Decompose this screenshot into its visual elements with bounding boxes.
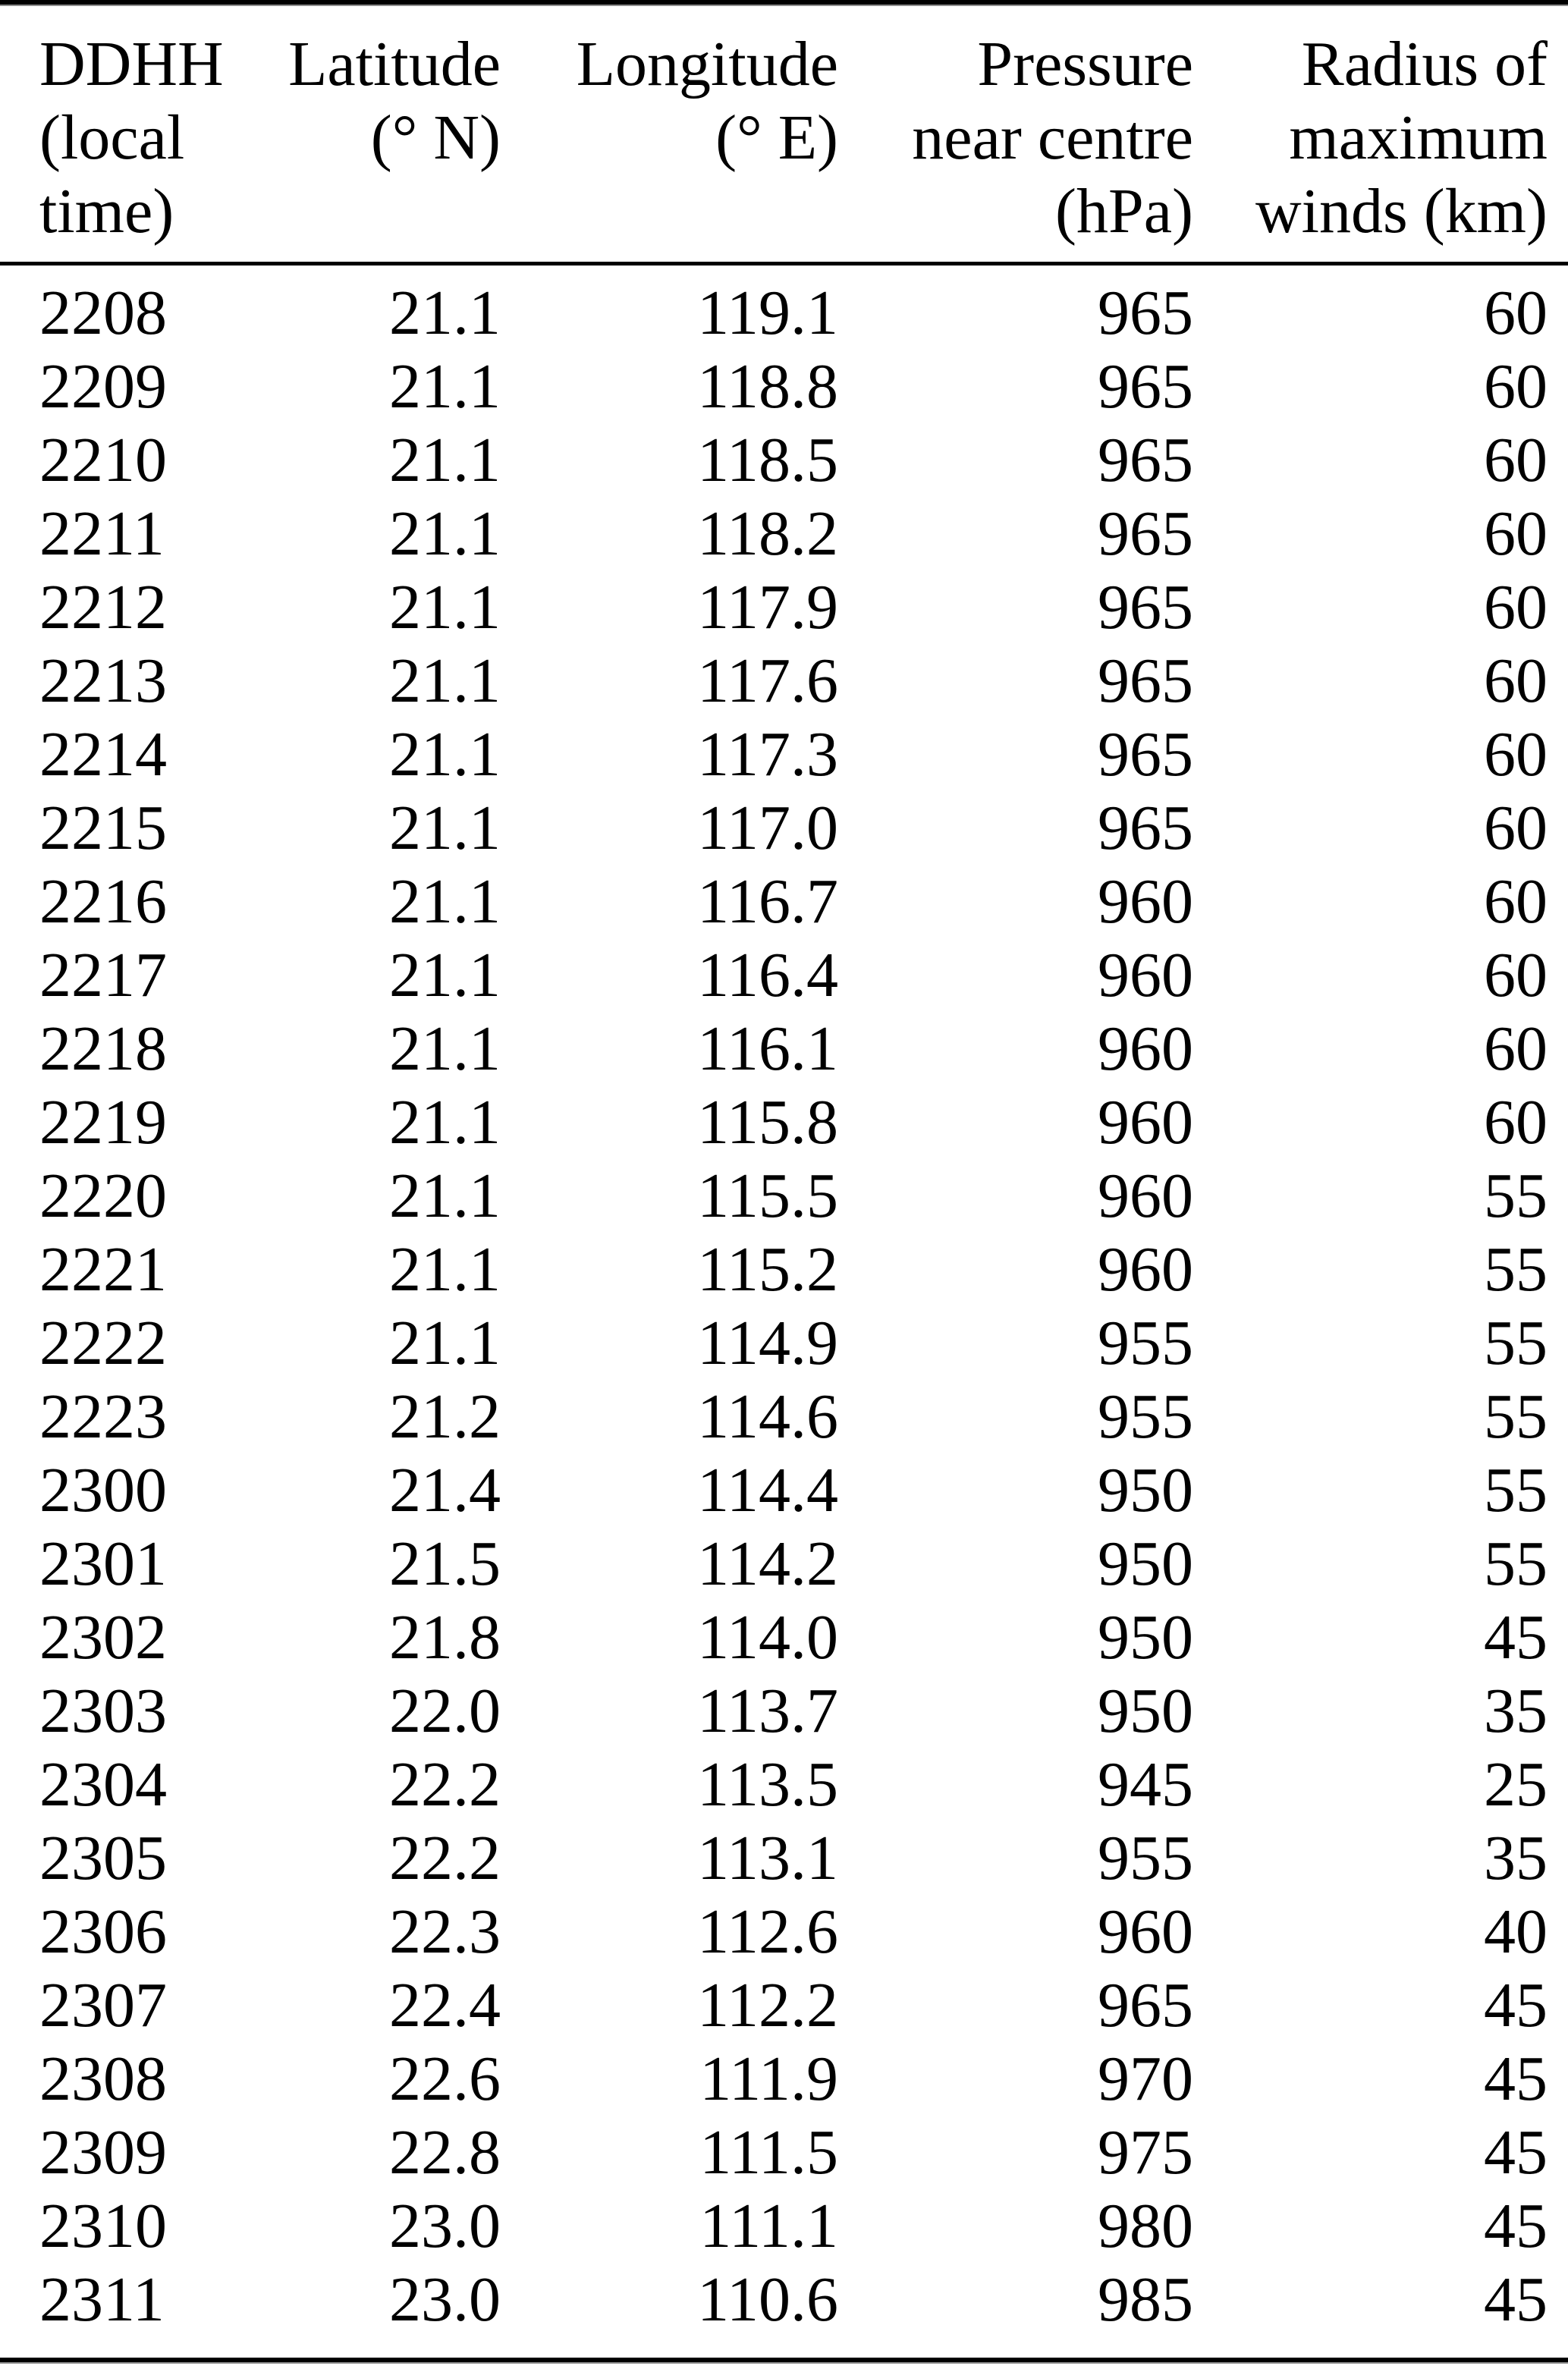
top-rule-thin-line [0,5,1568,6]
cell-pressure: 965 [1098,1970,1193,2041]
cell-ddhh: 2210 [39,425,167,495]
cell-pressure: 965 [1098,719,1193,790]
table-row [0,644,1568,718]
cell-ddhh: 2223 [39,1381,167,1452]
cell-longitude: 111.1 [699,2191,838,2261]
cell-radius: 60 [1484,719,1548,790]
header-line: Longitude [576,29,838,99]
cell-ddhh: 2311 [39,2264,165,2335]
cell-latitude: 21.1 [389,498,501,569]
cell-longitude: 116.7 [697,866,838,937]
cell-latitude: 21.1 [389,646,501,716]
table-row [0,1527,1568,1601]
cell-pressure: 955 [1098,1308,1193,1378]
cell-longitude: 117.6 [697,646,838,716]
cell-radius: 60 [1484,1087,1548,1158]
cell-pressure: 955 [1098,1381,1193,1452]
cell-latitude: 21.1 [389,1234,501,1305]
table-row [0,865,1568,938]
cell-pressure: 980 [1098,2191,1193,2261]
cell-longitude: 114.2 [697,1529,838,1599]
cell-longitude: 115.8 [697,1087,838,1158]
cell-latitude: 22.6 [389,2044,501,2114]
cell-pressure: 960 [1098,1234,1193,1305]
cell-latitude: 21.1 [389,1308,501,1378]
table-row [0,1012,1568,1086]
cell-latitude: 23.0 [389,2264,501,2335]
cell-pressure: 960 [1098,1161,1193,1231]
cell-pressure: 965 [1098,572,1193,643]
table-row [0,570,1568,644]
table-row [0,1453,1568,1527]
cell-latitude: 21.1 [389,1013,501,1084]
cell-ddhh: 2220 [39,1161,167,1231]
cell-radius: 45 [1484,2044,1548,2114]
bottom-rule-thin-line [0,2362,1568,2364]
cell-radius: 55 [1484,1308,1548,1378]
cell-longitude: 115.2 [697,1234,838,1305]
cell-latitude: 22.2 [389,1749,501,1820]
cell-pressure: 965 [1098,278,1193,348]
cell-latitude: 21.1 [389,1087,501,1158]
table-row [0,1821,1568,1895]
cell-longitude: 112.6 [697,1896,838,1967]
cell-pressure: 950 [1098,1455,1193,1525]
cell-latitude: 21.1 [389,793,501,863]
cell-longitude: 118.5 [697,425,838,495]
cell-pressure: 960 [1098,1087,1193,1158]
table-row [0,350,1568,423]
cell-radius: 45 [1484,1602,1548,1673]
cell-pressure: 950 [1098,1602,1193,1673]
cell-longitude: 117.0 [697,793,838,863]
cell-ddhh: 2209 [39,351,167,422]
table-header [0,27,1568,264]
table-row [0,1086,1568,1159]
cell-pressure: 965 [1098,425,1193,495]
header-line: winds (km) [1255,176,1548,247]
table-body [0,264,1568,2337]
cell-radius: 25 [1484,1749,1548,1820]
cell-radius: 45 [1484,1970,1548,2041]
table-row [0,1968,1568,2042]
cell-pressure: 960 [1098,1013,1193,1084]
cell-longitude: 110.6 [697,2264,838,2335]
table-row [0,1895,1568,1968]
cell-ddhh: 2306 [39,1896,167,1967]
cell-ddhh: 2213 [39,646,167,716]
cell-ddhh: 2304 [39,1749,167,1820]
cell-ddhh: 2301 [39,1529,167,1599]
cell-latitude: 22.4 [389,1970,501,2041]
table-row [0,1601,1568,1674]
cell-longitude: 118.8 [697,351,838,422]
table-row [0,2263,1568,2336]
cell-latitude: 21.5 [389,1529,501,1599]
cell-pressure: 970 [1098,2044,1193,2114]
cell-radius: 55 [1484,1161,1548,1231]
table-row [0,2116,1568,2189]
table-row [0,718,1568,791]
table-row [0,2189,1568,2263]
cyclone-best-track-table [0,27,1568,2336]
cell-longitude: 111.9 [699,2044,838,2114]
column-header-longitude [501,27,838,264]
cell-latitude: 21.1 [389,1161,501,1231]
cell-ddhh: 2305 [39,1823,167,1893]
header-line: Latitude [288,29,501,99]
cell-radius: 60 [1484,572,1548,643]
header-line: time) [39,176,174,247]
cell-latitude: 23.0 [389,2191,501,2261]
cell-radius: 55 [1484,1529,1548,1599]
cell-longitude: 114.4 [697,1455,838,1525]
cell-radius: 35 [1484,1823,1548,1893]
cell-ddhh: 2221 [39,1234,167,1305]
cell-radius: 55 [1484,1234,1548,1305]
cell-radius: 60 [1484,793,1548,863]
column-header-pressure [838,27,1193,264]
header-line: maximum [1289,102,1548,173]
table-row [0,1748,1568,1821]
cell-ddhh: 2214 [39,719,167,790]
cell-longitude: 117.3 [697,719,838,790]
cell-ddhh: 2303 [39,1676,167,1746]
cell-ddhh: 2217 [39,940,167,1010]
cell-latitude: 21.4 [389,1455,501,1525]
cell-latitude: 22.8 [389,2117,501,2188]
cell-longitude: 112.2 [697,1970,838,2041]
cell-longitude: 114.6 [697,1381,838,1452]
cell-pressure: 950 [1098,1529,1193,1599]
column-header-radius [1193,27,1568,264]
cell-pressure: 965 [1098,793,1193,863]
header-line: (local [39,102,185,173]
table-row [0,791,1568,865]
cell-longitude: 113.5 [697,1749,838,1820]
column-header-ddhh [0,27,252,264]
cell-longitude: 118.2 [697,498,838,569]
cell-radius: 60 [1484,1013,1548,1084]
cell-ddhh: 2219 [39,1087,167,1158]
cell-radius: 60 [1484,278,1548,348]
header-line: (° E) [715,102,838,173]
cell-radius: 45 [1484,2117,1548,2188]
cell-radius: 60 [1484,351,1548,422]
cell-latitude: 21.1 [389,351,501,422]
cell-ddhh: 2310 [39,2191,167,2261]
cell-ddhh: 2218 [39,1013,167,1084]
cell-longitude: 113.1 [697,1823,838,1893]
cell-radius: 45 [1484,2264,1548,2335]
cell-pressure: 950 [1098,1676,1193,1746]
header-line: near centre [912,102,1193,173]
cell-latitude: 22.0 [389,1676,501,1746]
table-row [0,2042,1568,2116]
cell-pressure: 960 [1098,940,1193,1010]
header-line: Radius of [1301,29,1548,99]
cell-longitude: 114.9 [697,1308,838,1378]
cell-pressure: 965 [1098,646,1193,716]
cell-ddhh: 2307 [39,1970,167,2041]
cell-pressure: 965 [1098,351,1193,422]
cell-latitude: 21.1 [389,425,501,495]
cell-ddhh: 2300 [39,1455,167,1525]
header-line: (hPa) [1055,176,1193,247]
table-row [0,1159,1568,1233]
cell-pressure: 975 [1098,2117,1193,2188]
cell-ddhh: 2216 [39,866,167,937]
table-row [0,1233,1568,1306]
cell-longitude: 116.4 [697,940,838,1010]
cell-longitude: 111.5 [699,2117,838,2188]
cell-pressure: 960 [1098,1896,1193,1967]
cell-radius: 40 [1484,1896,1548,1967]
cell-radius: 45 [1484,2191,1548,2261]
cell-pressure: 985 [1098,2264,1193,2335]
cell-ddhh: 2211 [39,498,165,569]
header-line: DDHH [39,29,224,99]
cell-latitude: 21.1 [389,866,501,937]
table-row [0,264,1568,350]
table-row [0,497,1568,570]
cell-longitude: 119.1 [697,278,838,348]
cell-ddhh: 2222 [39,1308,167,1378]
top-rule [0,0,1568,6]
table-row [0,1306,1568,1380]
cell-pressure: 945 [1098,1749,1193,1820]
cell-latitude: 21.1 [389,278,501,348]
cell-radius: 60 [1484,866,1548,937]
cell-latitude: 21.1 [389,572,501,643]
cell-pressure: 960 [1098,866,1193,937]
cell-latitude: 22.2 [389,1823,501,1893]
header-row [0,27,1568,264]
header-line: (° N) [370,102,501,173]
cell-latitude: 21.2 [389,1381,501,1452]
bottom-rule [0,2358,1568,2364]
cell-radius: 60 [1484,425,1548,495]
cell-longitude: 117.9 [697,572,838,643]
cell-pressure: 965 [1098,498,1193,569]
cell-ddhh: 2208 [39,278,167,348]
cell-ddhh: 2308 [39,2044,167,2114]
cell-radius: 60 [1484,646,1548,716]
cell-ddhh: 2212 [39,572,167,643]
cell-longitude: 114.0 [697,1602,838,1673]
cell-radius: 35 [1484,1676,1548,1746]
cell-radius: 55 [1484,1381,1548,1452]
cell-pressure: 955 [1098,1823,1193,1893]
cell-latitude: 21.1 [389,719,501,790]
cell-radius: 55 [1484,1455,1548,1525]
cell-ddhh: 2302 [39,1602,167,1673]
cell-latitude: 21.8 [389,1602,501,1673]
cell-radius: 60 [1484,940,1548,1010]
cell-ddhh: 2215 [39,793,167,863]
cell-latitude: 22.3 [389,1896,501,1967]
header-line: Pressure [977,29,1193,99]
cell-ddhh: 2309 [39,2117,167,2188]
cell-longitude: 116.1 [697,1013,838,1084]
table-row [0,1674,1568,1748]
table-row [0,938,1568,1012]
cell-longitude: 113.7 [697,1676,838,1746]
cell-radius: 60 [1484,498,1548,569]
table-row [0,423,1568,497]
cell-latitude: 21.1 [389,940,501,1010]
table-row [0,1380,1568,1453]
cell-longitude: 115.5 [697,1161,838,1231]
column-header-latitude [252,27,501,264]
